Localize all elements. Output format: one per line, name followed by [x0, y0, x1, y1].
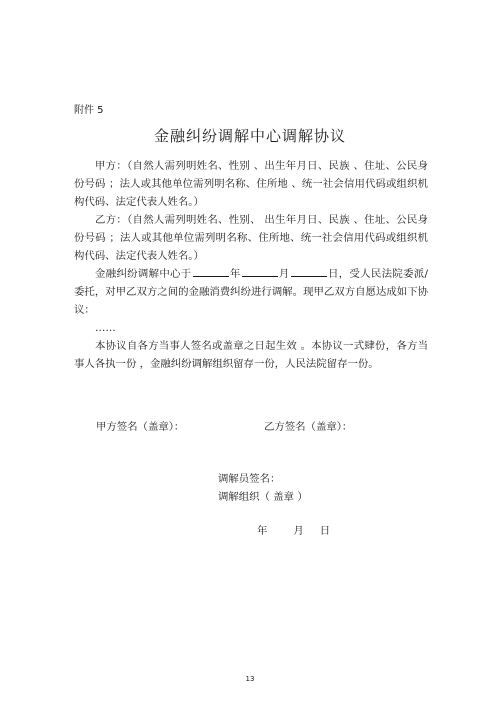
date-year: 年	[257, 525, 268, 537]
intro-month: 月	[278, 268, 290, 280]
ellipsis: ……	[95, 322, 116, 334]
mediator-block	[218, 470, 308, 506]
party-a-paragraph: 甲方：（自然人需列明姓名、性别 、出生年月日、民族 、住址、公民身份号码 ；法人或其他单位需列明名称、住所地 、统一社会信用代码或组织机构代码、法定代表人姓名。）	[74, 160, 428, 208]
organization-seal-label: 调解组织（ 盖章 ）	[218, 491, 308, 503]
effect-paragraph: 本协议自各方当事人签名或盖章之日起生效 。本协议一式肆份，各方当事人各执一份 ，金融纠纷调解组织留存一份，人民法院留存一份。	[74, 340, 428, 370]
date-month: 月	[293, 525, 304, 537]
day-blank	[291, 267, 327, 277]
intro-year: 年	[229, 268, 241, 280]
party-b-signature-label: 乙方签名（盖章）：	[264, 421, 353, 433]
party-b-paragraph: 乙方：（自然人需列明姓名、性别、 出生年月日、民族 、住址、公民身份号码 ；法人或其他单位需列明名称、住所地、统一社会信用代码或组织机构代码、法定代表人姓名。）	[74, 214, 428, 262]
intro-paragraph	[74, 265, 428, 319]
month-blank	[242, 267, 278, 277]
page-number: 13	[245, 675, 255, 683]
party-a-signature-label: 甲方签名（盖章）：	[96, 421, 185, 433]
document-title: 金融纠纷调解中心调解协议	[153, 127, 346, 145]
date-line	[257, 522, 330, 537]
intro-end: 日，受人民法院委派/委托，对甲乙双方之间的金融消费纠纷进行调解。现甲乙双方自愿达成如下协议：	[74, 268, 429, 316]
attachment-label: 附件 5	[74, 105, 104, 116]
mediator-signature-label: 调解员签名：	[218, 473, 281, 485]
date-day: 日	[319, 525, 331, 537]
year-blank	[193, 267, 229, 277]
agreement-body	[74, 157, 428, 373]
intro-start: 金融纠纷调解中心于	[95, 268, 192, 280]
